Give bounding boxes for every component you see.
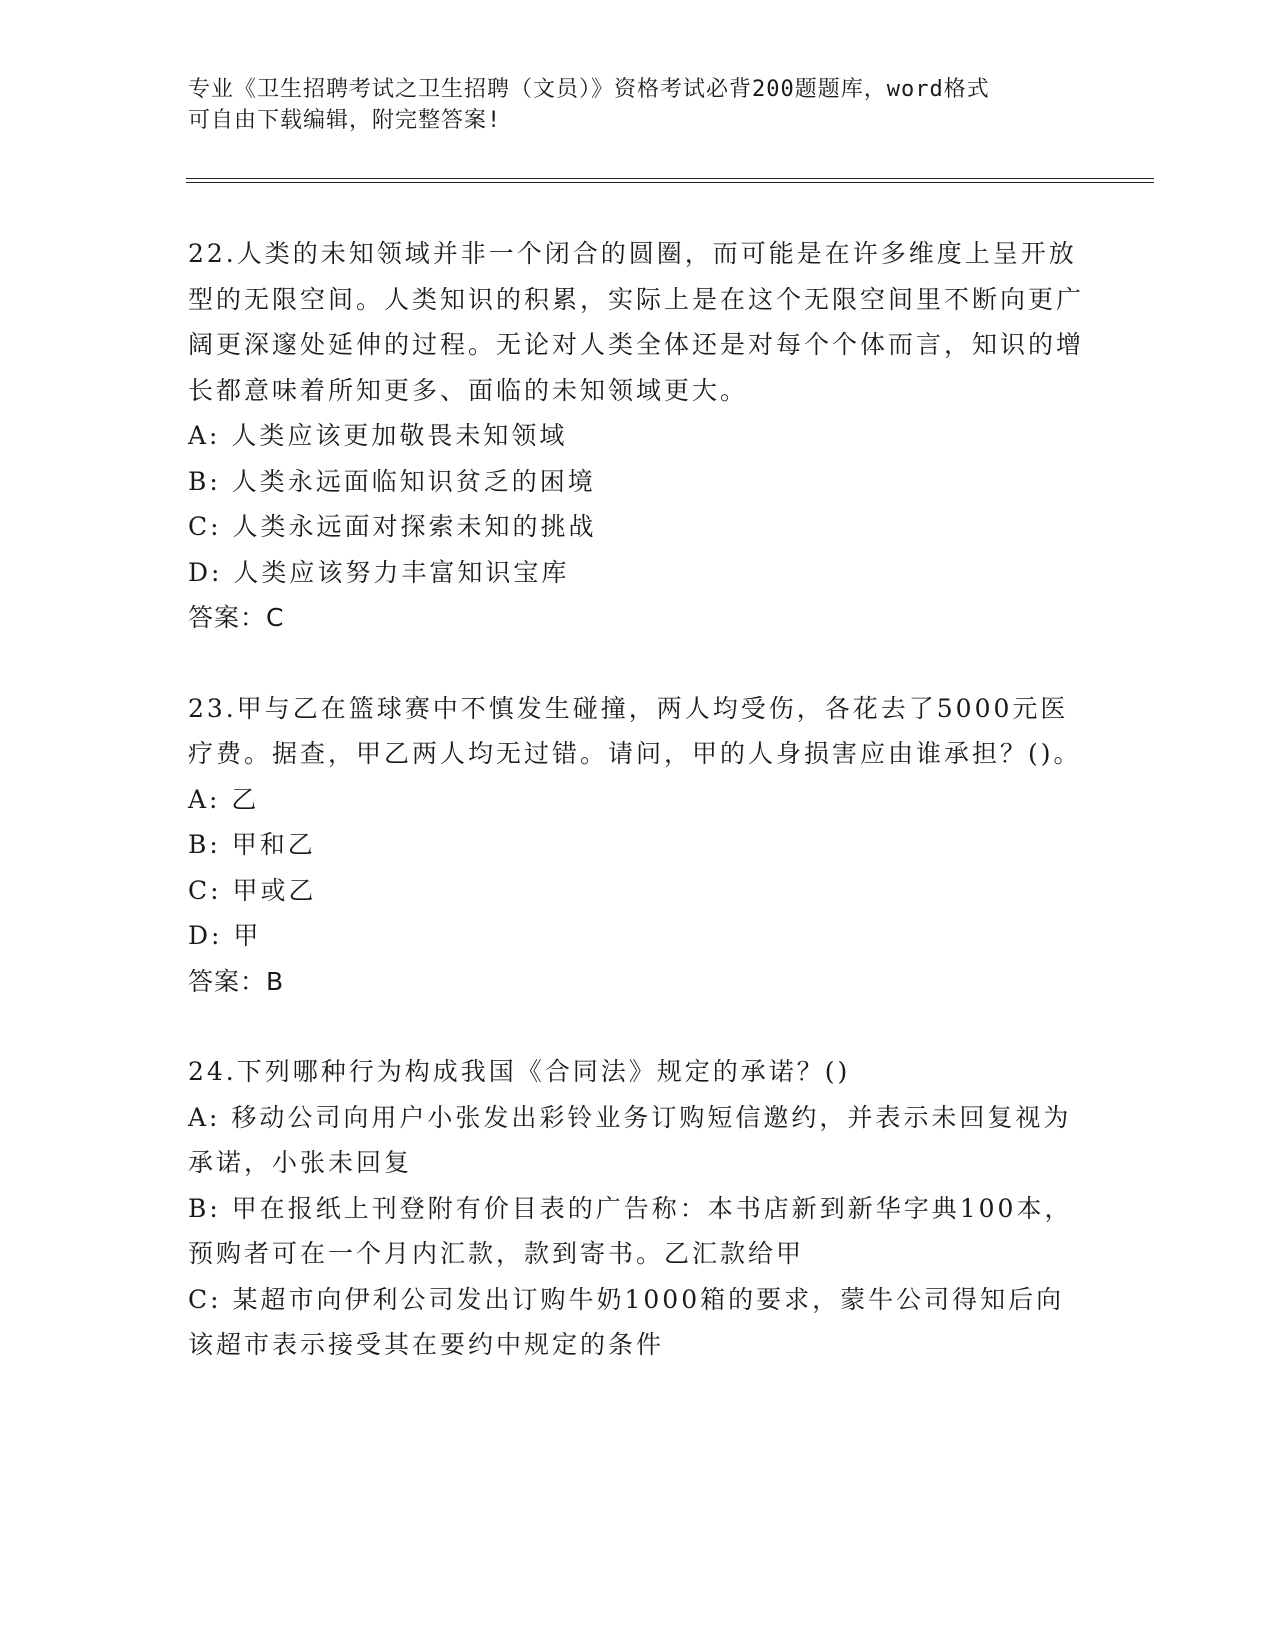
- option-a: A: 乙: [188, 784, 260, 814]
- option-b: B: 甲和乙: [188, 830, 316, 859]
- question-text: 24.下列哪种行为构成我国《合同法》规定的承诺？(): [188, 1057, 851, 1086]
- option-d: D: 甲: [188, 921, 262, 950]
- option-b: B: 人类永远面临知识贫乏的困境: [188, 466, 596, 496]
- question-24: [188, 1049, 1088, 1368]
- option-c: C: 人类永远面对探索未知的挑战: [188, 512, 597, 541]
- question-text: 22.人类的未知领域并非一个闭合的圆圈，而可能是在许多维度上呈开放型的无限空间。人类知识的积累，实际上是在这个无限空间里不断向更广阔更深邃处延伸的过程。无论对人类全体还是对每个个体而言，知识的增长都意味着所知更多、面临的未知领域更大。: [188, 239, 1085, 405]
- option-b: B: 甲在报纸上刊登附有价目表的广告称：本书店新到新华字典100本，预购者可在一个月内汇款，款到寄书。乙汇款给甲: [188, 1193, 1073, 1268]
- option-a: A: 人类应该更加敬畏未知领域: [188, 421, 568, 450]
- header-line-2: 可自由下载编辑，附完整答案!: [188, 108, 502, 133]
- header-double-rule: [186, 178, 1154, 183]
- answer: 答案：C: [188, 603, 285, 632]
- document-header: [188, 74, 1068, 136]
- header-line-1: 专业《卫生招聘考试之卫生招聘（文员）》资格考试必背200题题库，word格式: [188, 77, 990, 102]
- answer: 答案：B: [188, 966, 285, 996]
- question-22: [188, 231, 1088, 641]
- question-23: [188, 686, 1088, 1005]
- option-c: C: 甲或乙: [188, 875, 317, 905]
- option-c: C: 某超市向伊利公司发出订购牛奶1000箱的要求，蒙牛公司得知后向该超市表示接受其在要约中规定的条件: [188, 1284, 1065, 1359]
- option-a: A: 移动公司向用户小张发出彩铃业务订购短信邀约，并表示未回复视为承诺，小张未回复: [188, 1102, 1072, 1177]
- question-list: [188, 231, 1088, 1368]
- option-d: D: 人类应该努力丰富知识宝库: [188, 557, 570, 587]
- question-text: 23.甲与乙在篮球赛中不慎发生碰撞，两人均受伤，各花去了5000元医疗费。据查，甲乙两人均无过错。请问，甲的人身损害应由谁承担？()。: [188, 693, 1082, 768]
